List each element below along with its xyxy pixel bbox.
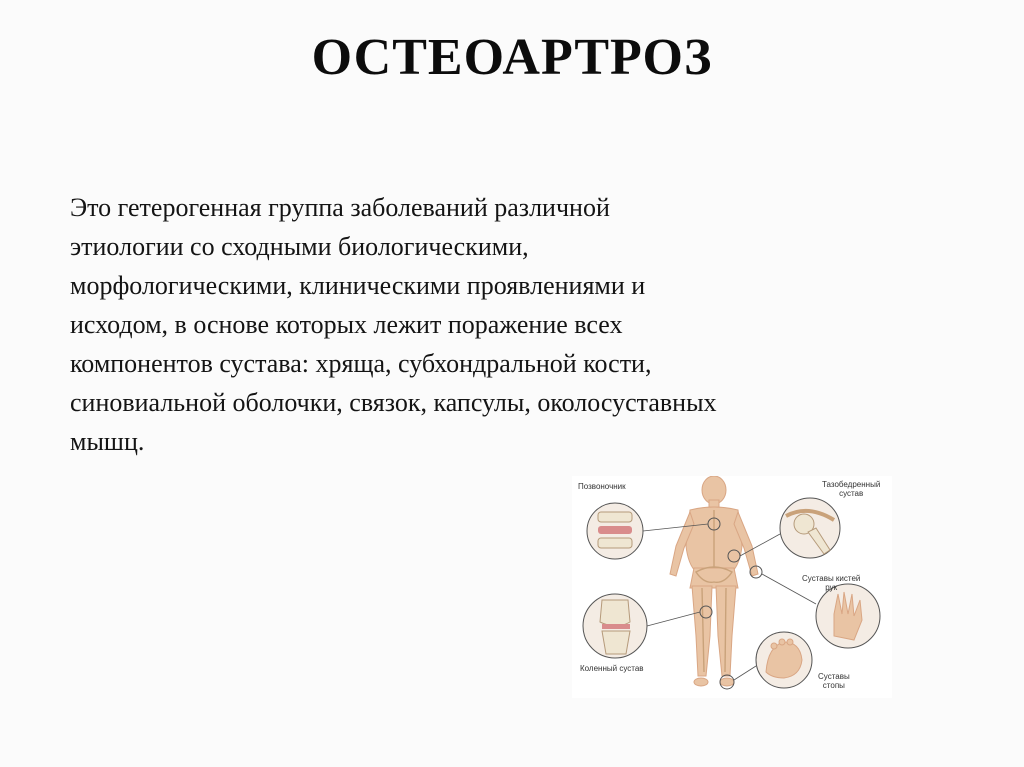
knee-callout: [583, 594, 700, 658]
hip-callout: [740, 498, 840, 558]
label-foot: Суставы стопы: [818, 672, 850, 690]
label-knee: Коленный сустав: [580, 664, 644, 673]
human-body-figure: [670, 476, 758, 686]
paragraph-line: исходом, в основе которых лежит поражение всех: [70, 310, 623, 339]
joints-illustration: [572, 476, 892, 698]
paragraph-line: морфологическими, клиническими проявлениями и: [70, 271, 646, 300]
label-hand: Суставы кистей рук: [802, 574, 861, 592]
paragraph-line: компонентов сустава: хряща, субхондральной кости,: [70, 349, 652, 378]
paragraph-line: синовиальной оболочки, связок, капсулы, околосуставных: [70, 388, 717, 417]
paragraph-line: этиологии со сходными биологическими,: [70, 232, 529, 261]
paragraph-line: Это гетерогенная группа заболеваний различной: [70, 193, 610, 222]
label-hip: Тазобедренный сустав: [822, 480, 881, 498]
slide-title: ОСТЕОАРТРОЗ: [311, 29, 713, 86]
definition-paragraph: [70, 188, 950, 461]
foot-callout: [734, 632, 812, 688]
paragraph-line: мышц.: [70, 427, 145, 456]
label-spine: Позвоночник: [578, 482, 626, 491]
